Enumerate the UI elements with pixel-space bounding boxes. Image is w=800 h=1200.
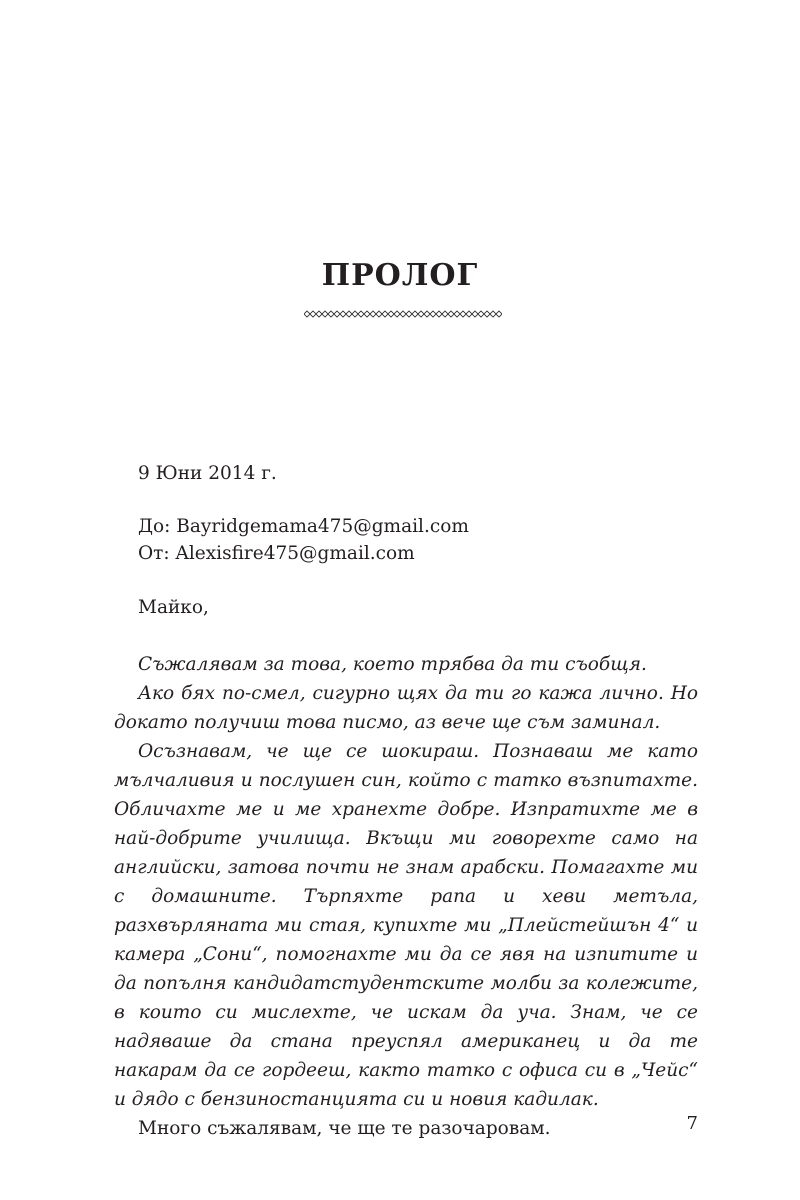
paragraph: Осъзнавам, че ще се шокираш. Познаваш ме като мълчаливия и послушен син, който с татко възпитахте. Обличахте ме и ме хранехте добре. Изпратихте ме в най-добрите училища. Вкъщи ми говорехте само на английски, затова почти не знам арабски. Помагахте ми с домашните. Търпяхте рапа и хеви метъла, разхвърляната ми стая, купихте ми „Плейстейшън 4“ и камера „Сони“, помогнахте ми да се явя на изпитите и да попълня кандидатстудентските молби за колежите, в които си мислехте, че искам да уча. Знам, че се надяваше да стана преуспял американец и да те накарам да се гордееш, както татко с офиса си в „Чейс“ и дядо с бензиностанцията си и новия кадилак. — [114, 741, 698, 1110]
letter-salutation: Майко, — [138, 597, 209, 618]
title-ornament — [304, 310, 502, 318]
page-number: 7 — [686, 1113, 698, 1134]
letter-recipient: До: Bayridgemama475@gmail.com — [138, 516, 469, 537]
letter-sender: От: Alexisfire475@gmail.com — [138, 543, 415, 564]
paragraph: Много съжалявам, че ще те разочаровам. — [138, 1118, 551, 1139]
chapter-title: ПРОЛОГ — [321, 258, 479, 293]
letter-body — [114, 650, 698, 1143]
paragraph: Съжалявам за това, което трябва да ти съобщя. — [138, 654, 647, 675]
paragraph: Ако бях по-смел, сигурно щях да ти го кажа лично. Но докато получиш това писмо, аз вече ще съм заминал. — [114, 683, 698, 733]
letter-date: 9 Юни 2014 г. — [138, 463, 277, 484]
